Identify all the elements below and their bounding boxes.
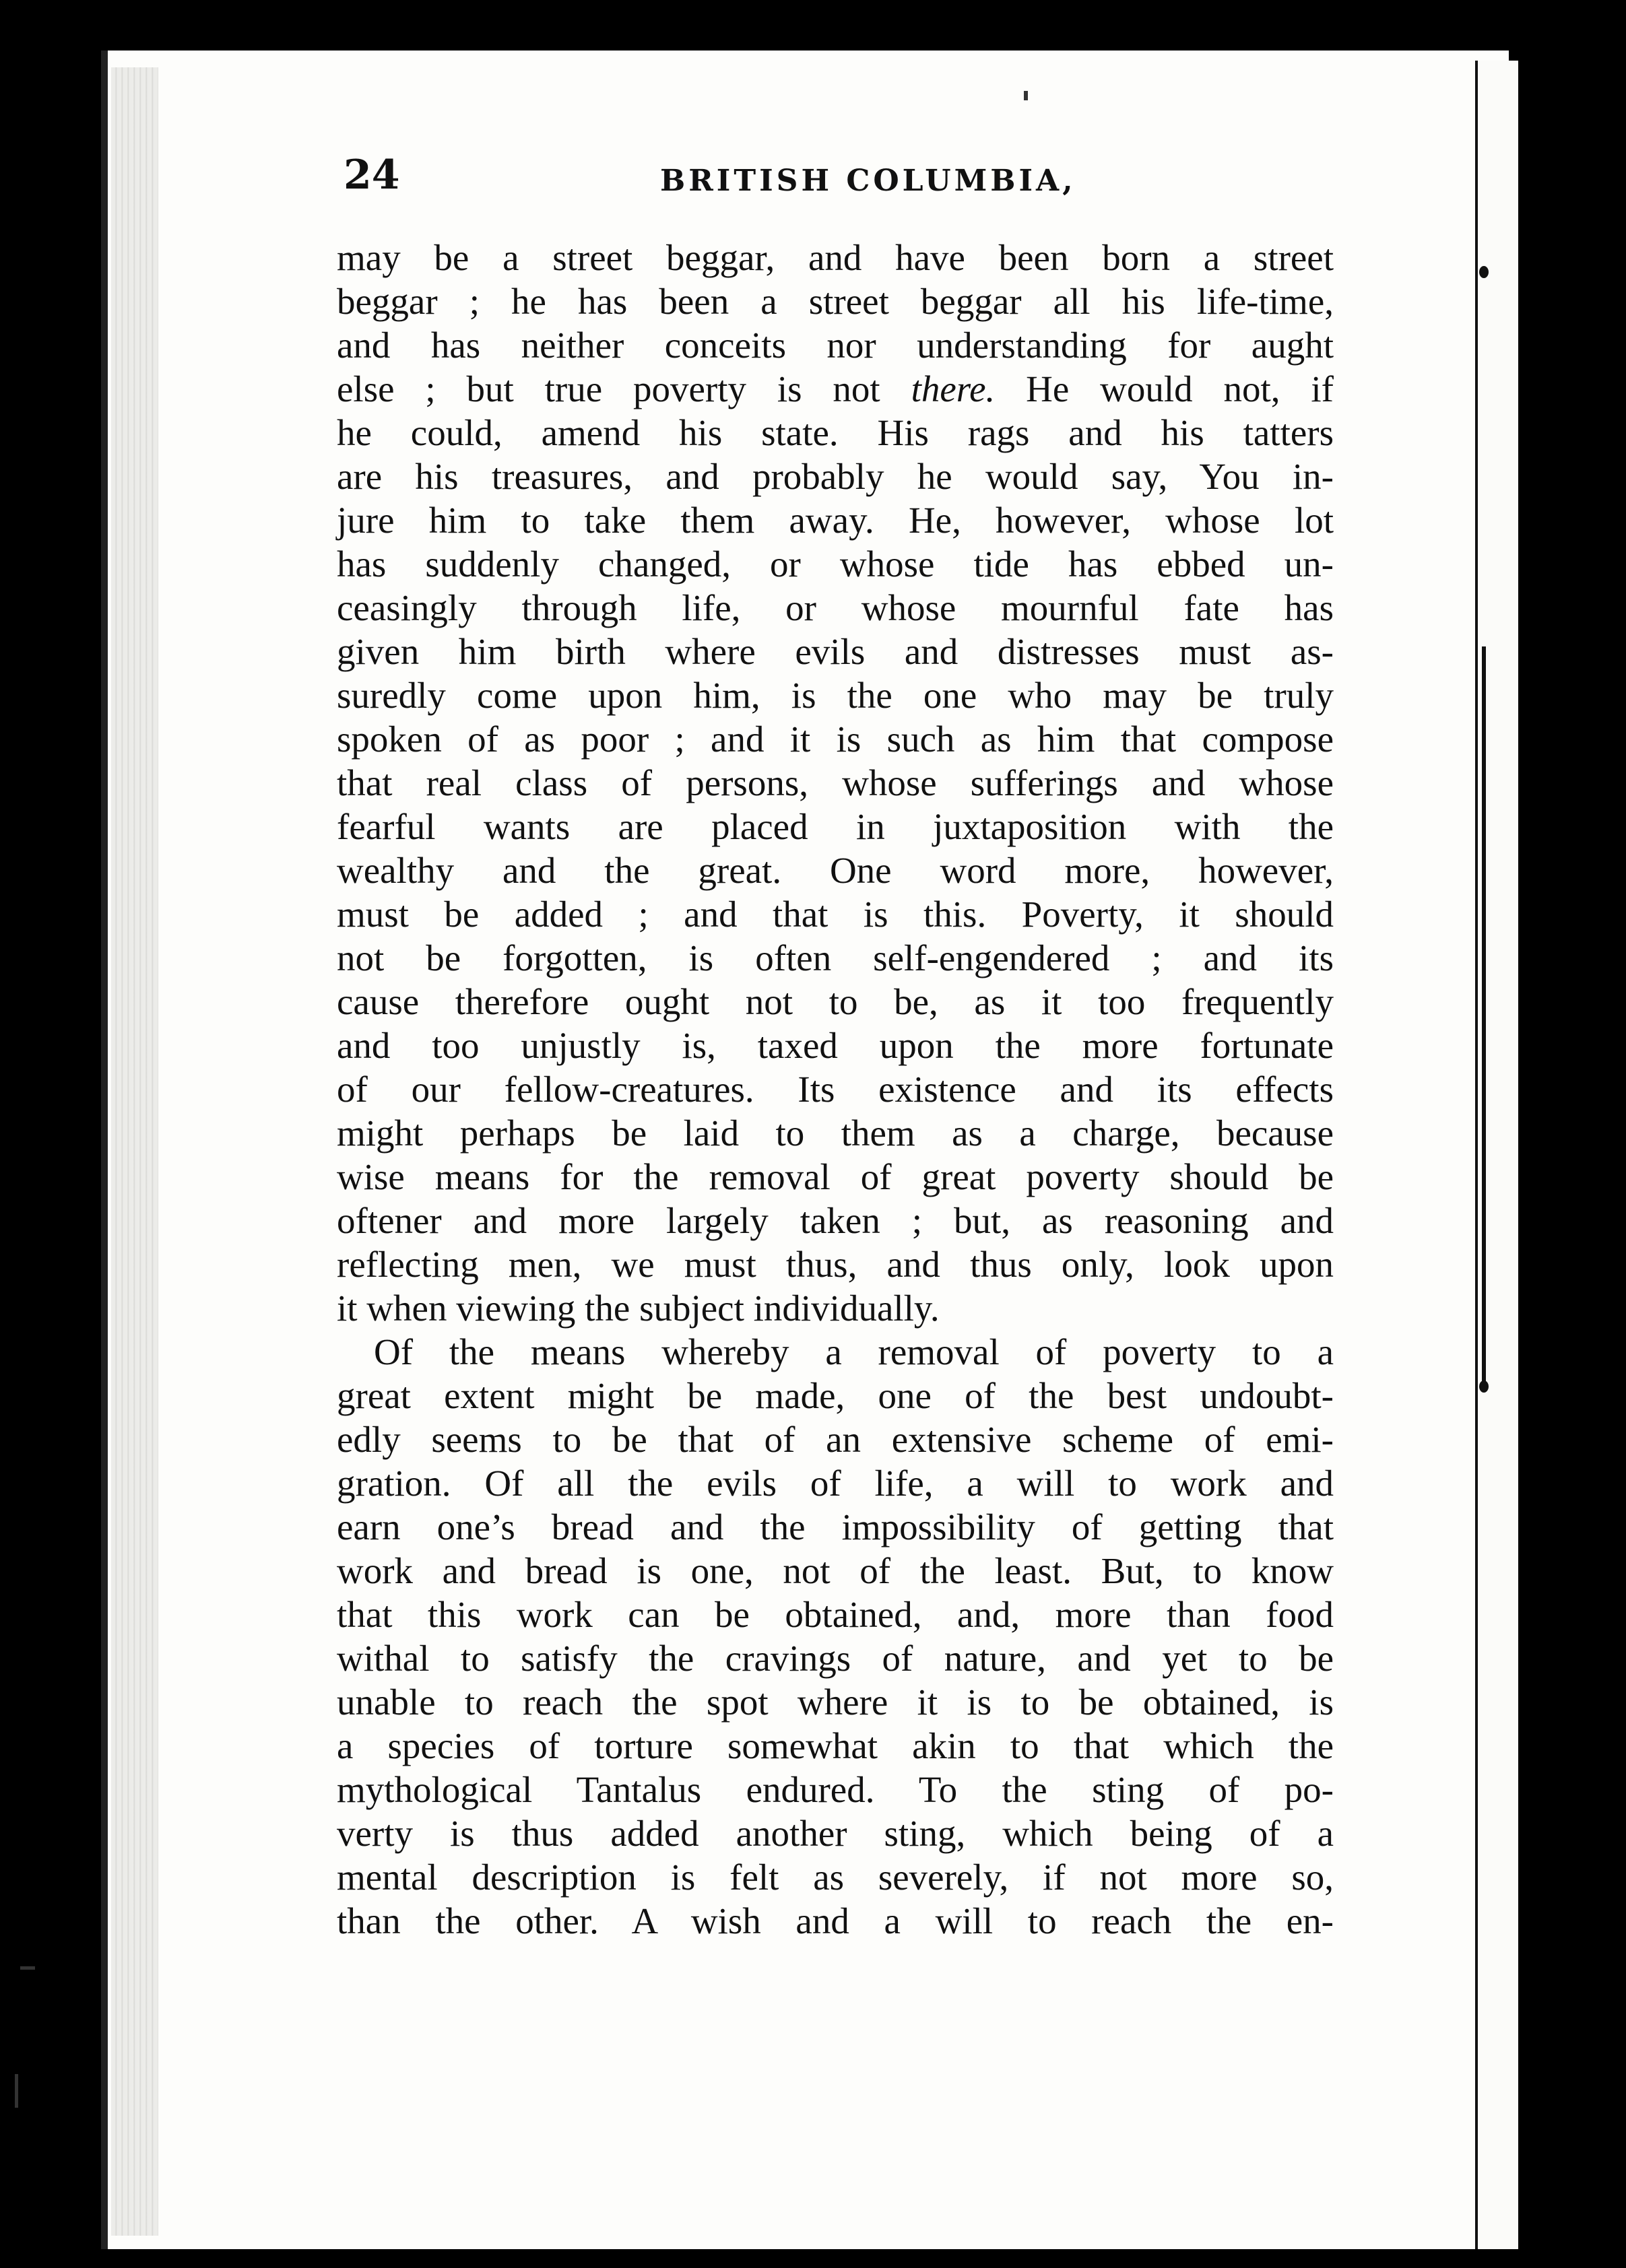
text-line: mental description is felt as severely, if not more so, [337,1857,1334,1898]
text-line: fearful wants are placed in juxtaposition with the [337,806,1334,847]
text-line: a species of torture somewhat akin to that which the [337,1725,1334,1766]
text-line: are his treasures, and probably he would say, You in- [337,456,1334,497]
text-line: edly seems to be that of an extensive scheme of emi- [337,1419,1334,1460]
text-line: it when viewing the subject individually. [337,1288,940,1329]
gutter-shadow [1482,646,1486,1387]
text-line: else ; but true poverty is not there. He would not, if [337,368,1334,409]
text-line: given him birth where evils and distresses must as- [337,631,1334,672]
page-edge [111,67,158,2236]
running-title: BRITISH COLUMBIA, [660,164,1076,198]
page-number: 24 [344,152,400,199]
text-line: may be a street beggar, and have been born a street [337,237,1334,278]
text-line: than the other. A wish and a will to reach the en- [337,1900,1334,1941]
text-line: earn one’s bread and the impossibility of getting that [337,1506,1334,1547]
text-line: that real class of persons, whose sufferings and whose [337,762,1334,803]
text-line: wise means for the removal of great poverty should be [337,1156,1334,1197]
text-line: that this work can be obtained, and, more than food [337,1594,1334,1635]
text-line: and has neither conceits nor understanding for aught [337,325,1334,366]
text-line: work and bread is one, not of the least. But, to know [337,1550,1334,1591]
text-line: must be added ; and that is this. Poverty, it should [337,894,1334,935]
text-line: reflecting men, we must thus, and thus only, look upon [337,1244,1334,1285]
ink-speck [15,2074,18,2108]
paragraph [337,236,1334,1330]
gutter-mark [1479,1380,1489,1393]
text-line: and too unjustly is, taxed upon the more fortunate [337,1025,1334,1066]
text-line: great extent might be made, one of the best undoubt- [337,1375,1334,1416]
text-line: Of the means whereby a removal of poverty to a [374,1331,1334,1372]
page-header [344,152,1320,212]
text-line: spoken of as poor ; and it is such as him that compose [337,719,1334,760]
book-spine [1475,61,1478,2249]
ink-speck [20,1966,35,1970]
gutter-mark [1479,266,1489,278]
text-line: not be forgotten, is often self-engendered ; and its [337,937,1334,978]
paragraph [337,1330,1334,1943]
text-line: he could, amend his state. His rags and his tatters [337,412,1334,453]
text-line: beggar ; he has been a street beggar all his life-time, [337,281,1334,322]
text-line: withal to satisfy the cravings of nature, and yet to be [337,1638,1334,1679]
text-line: wealthy and the great. One word more, however, [337,850,1334,891]
text-line: jure him to take them away. He, however, whose lot [337,500,1334,541]
text-line: has suddenly changed, or whose tide has ebbed un- [337,543,1334,585]
ink-speck [1024,91,1028,100]
text-line: oftener and more largely taken ; but, as reasoning and [337,1200,1334,1241]
text-line: ceasingly through life, or whose mournful fate has [337,587,1334,628]
text-line: verty is thus added another sting, which being of a [337,1813,1334,1854]
text-line: suredly come upon him, is the one who may be truly [337,675,1334,716]
body-text [337,236,1334,1943]
text-line: gration. Of all the evils of life, a will to work and [337,1463,1334,1504]
text-line: mythological Tantalus endured. To the sting of po- [337,1769,1334,1810]
text-line: might perhaps be laid to them as a charge, because [337,1112,1334,1154]
text-line: of our fellow-creatures. Its existence and its effects [337,1069,1334,1110]
text-line: unable to reach the spot where it is to be obtained, is [337,1681,1334,1723]
text-line: cause therefore ought not to be, as it too frequently [337,981,1334,1022]
